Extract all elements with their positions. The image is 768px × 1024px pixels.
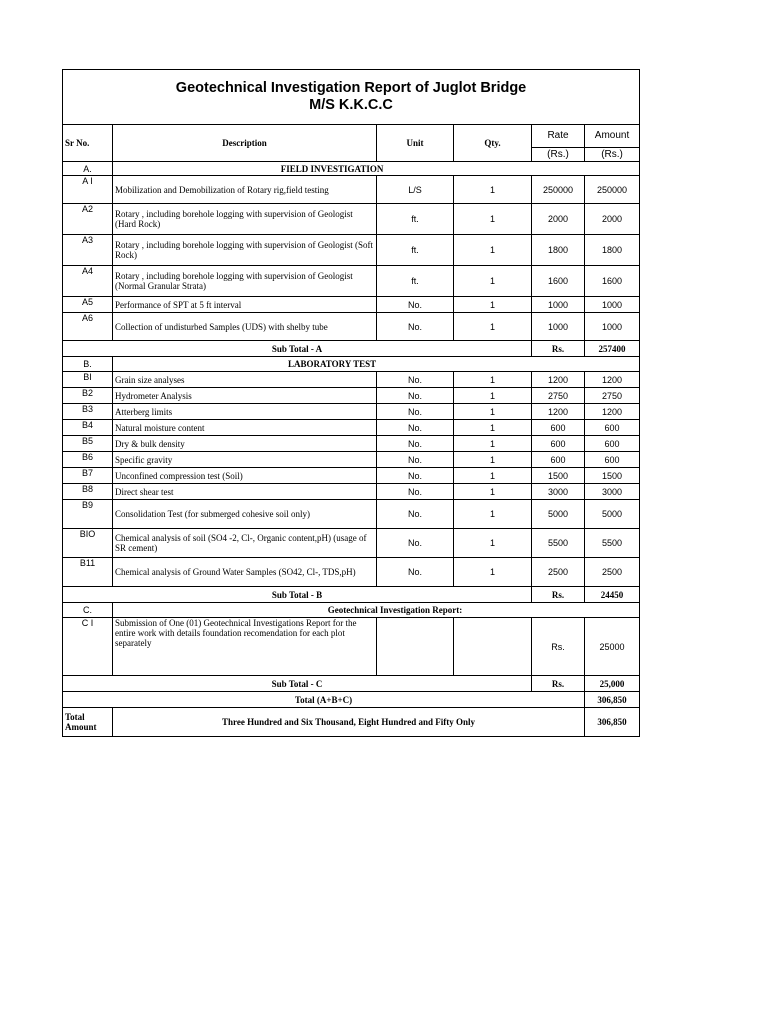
row-amount: 2500 — [585, 558, 640, 587]
row-rate: 2500 — [532, 558, 585, 587]
row-rate: 2750 — [532, 388, 585, 404]
row-sr: BIO — [63, 529, 113, 558]
section-sr: C. — [63, 603, 113, 618]
row-qty: 1 — [454, 297, 532, 313]
section-a-title: FIELD INVESTIGATION — [113, 162, 640, 176]
row-qty: 1 — [454, 529, 532, 558]
table-row — [63, 558, 640, 587]
row-qty: 1 — [454, 266, 532, 297]
subtotal-label: Sub Total - B — [63, 587, 532, 603]
row-unit: No. — [377, 420, 454, 436]
row-unit: No. — [377, 313, 454, 341]
row-rate: 1000 — [532, 313, 585, 341]
row-description: Rotary , including borehole logging with supervision of Geologist (Hard Rock) — [113, 204, 377, 235]
table-row — [63, 452, 640, 468]
header-amount: Amount — [585, 125, 640, 148]
row-sr: BI — [63, 372, 113, 388]
row-sr: A6 — [63, 313, 113, 341]
header-amount-unit: (Rs.) — [585, 148, 640, 162]
section-sr: B. — [63, 357, 113, 372]
row-rate: 1200 — [532, 404, 585, 420]
table-row — [63, 297, 640, 313]
row-amount: 1500 — [585, 468, 640, 484]
table-row — [63, 468, 640, 484]
row-description: Rotary , including borehole logging with supervision of Geologist (Normal Granular Strata) — [113, 266, 377, 297]
row-amount: 600 — [585, 436, 640, 452]
row-unit: ft. — [377, 235, 454, 266]
row-qty: 1 — [454, 452, 532, 468]
row-rate: 600 — [532, 436, 585, 452]
row-description: Atterberg limits — [113, 404, 377, 420]
table-row — [63, 436, 640, 452]
row-qty: 1 — [454, 500, 532, 529]
row-rate: 1000 — [532, 297, 585, 313]
row-sr: B7 — [63, 468, 113, 484]
subtotal-value: 25,000 — [585, 676, 640, 692]
row-unit: No. — [377, 404, 454, 420]
row-amount: 5500 — [585, 529, 640, 558]
table-row — [63, 500, 640, 529]
row-description: Unconfined compression test (Soil) — [113, 468, 377, 484]
row-rate: 1600 — [532, 266, 585, 297]
row-sr: B3 — [63, 404, 113, 420]
row-qty: 1 — [454, 388, 532, 404]
row-sr: A5 — [63, 297, 113, 313]
row-description: Chemical analysis of Ground Water Samples (SO42, Cl-, TDS,pH) — [113, 558, 377, 587]
section-a-sr: A. — [63, 162, 113, 176]
row-rate: 5500 — [532, 529, 585, 558]
row-description: Performance of SPT at 5 ft interval — [113, 297, 377, 313]
row-qty: 1 — [454, 436, 532, 452]
row-description: Grain size analyses — [113, 372, 377, 388]
row-amount: 600 — [585, 452, 640, 468]
row-amount: 1600 — [585, 266, 640, 297]
table-row — [63, 176, 640, 204]
row-rate: 600 — [532, 452, 585, 468]
row-rate: 1800 — [532, 235, 585, 266]
row-qty: 1 — [454, 404, 532, 420]
table-row — [63, 266, 640, 297]
row-unit: ft. — [377, 266, 454, 297]
table-row — [63, 372, 640, 388]
row-rate: 600 — [532, 420, 585, 436]
row-amount: 3000 — [585, 484, 640, 500]
total-amount-label: Total Amount — [63, 708, 113, 737]
row-qty: 1 — [454, 372, 532, 388]
header-rate-unit: (Rs.) — [532, 148, 585, 162]
row-unit: No. — [377, 388, 454, 404]
row-description: Chemical analysis of soil (SO4 -2, Cl-, Organic content,pH) (usage of SR cement) — [113, 529, 377, 558]
subtotal-value: 24450 — [585, 587, 640, 603]
row-unit: No. — [377, 484, 454, 500]
title-line-1: Geotechnical Investigation Report of Juglot Bridge — [175, 80, 527, 96]
boq-table — [62, 69, 640, 737]
row-qty: 1 — [454, 204, 532, 235]
row-unit: No. — [377, 372, 454, 388]
row-description: Dry & bulk density — [113, 436, 377, 452]
row-qty: 1 — [454, 558, 532, 587]
row-qty: 1 — [454, 420, 532, 436]
header-sr: Sr No. — [63, 125, 113, 162]
row-amount: 1200 — [585, 372, 640, 388]
row-unit: No. — [377, 500, 454, 529]
row-qty: 1 — [454, 176, 532, 204]
row-amount: 1200 — [585, 404, 640, 420]
table-row — [63, 529, 640, 558]
row-rate: 250000 — [532, 176, 585, 204]
row-sr: B5 — [63, 436, 113, 452]
row-amount: 1800 — [585, 235, 640, 266]
row-sr: B6 — [63, 452, 113, 468]
section-title: LABORATORY TEST — [113, 357, 640, 372]
row-description: Submission of One (01) Geotechnical Investigations Report for the entire work with details foundation recomendation for each plot separately — [113, 618, 377, 676]
row-description: Rotary , including borehole logging with supervision of Geologist (Soft Rock) — [113, 235, 377, 266]
total-amount-words: Three Hundred and Six Thousand, Eight Hundred and Fifty Only — [113, 708, 585, 737]
row-sr: A4 — [63, 266, 113, 297]
header-rate: Rate — [532, 125, 585, 148]
row-unit: No. — [377, 558, 454, 587]
row-unit — [377, 618, 454, 676]
row-rate: 1200 — [532, 372, 585, 388]
row-sr: B9 — [63, 500, 113, 529]
header-description: Description — [113, 125, 377, 162]
row-description: Mobilization and Demobilization of Rotary rig,field testing — [113, 176, 377, 204]
table-row — [63, 388, 640, 404]
row-unit: No. — [377, 529, 454, 558]
row-amount: 2000 — [585, 204, 640, 235]
row-description: Consolidation Test (for submerged cohesive soil only) — [113, 500, 377, 529]
row-sr: B2 — [63, 388, 113, 404]
grand-total-label: Total (A+B+C) — [63, 692, 585, 708]
row-rate: Rs. — [532, 618, 585, 676]
row-qty — [454, 618, 532, 676]
row-unit: No. — [377, 468, 454, 484]
table-row — [63, 313, 640, 341]
row-sr: B4 — [63, 420, 113, 436]
section-title: Geotechnical Investigation Report: — [113, 603, 640, 618]
row-rate: 5000 — [532, 500, 585, 529]
table-row — [63, 484, 640, 500]
row-description: Natural moisture content — [113, 420, 377, 436]
row-description: Hydrometer Analysis — [113, 388, 377, 404]
row-unit: ft. — [377, 204, 454, 235]
subtotal-rs: Rs. — [532, 676, 585, 692]
row-rate: 3000 — [532, 484, 585, 500]
row-amount: 250000 — [585, 176, 640, 204]
subtotal-rs: Rs. — [532, 341, 585, 357]
row-qty: 1 — [454, 235, 532, 266]
row-qty: 1 — [454, 484, 532, 500]
table-row — [63, 204, 640, 235]
row-sr: C I — [63, 618, 113, 676]
row-amount: 5000 — [585, 500, 640, 529]
row-amount: 600 — [585, 420, 640, 436]
row-unit: No. — [377, 436, 454, 452]
row-qty: 1 — [454, 468, 532, 484]
subtotal-value: 257400 — [585, 341, 640, 357]
table-row — [63, 618, 640, 676]
row-description: Direct shear test — [113, 484, 377, 500]
row-amount: 2750 — [585, 388, 640, 404]
row-unit: No. — [377, 297, 454, 313]
total-amount-value: 306,850 — [585, 708, 640, 737]
grand-total-value: 306,850 — [585, 692, 640, 708]
row-qty: 1 — [454, 313, 532, 341]
header-unit: Unit — [377, 125, 454, 162]
subtotal-label: Sub Total - A — [63, 341, 532, 357]
row-sr: A I — [63, 176, 113, 204]
row-description: Collection of undisturbed Samples (UDS) with shelby tube — [113, 313, 377, 341]
row-unit: L/S — [377, 176, 454, 204]
row-rate: 1500 — [532, 468, 585, 484]
table-row — [63, 235, 640, 266]
header-qty: Qty. — [454, 125, 532, 162]
row-amount: 25000 — [585, 618, 640, 676]
row-amount: 1000 — [585, 313, 640, 341]
row-sr: B11 — [63, 558, 113, 587]
row-rate: 2000 — [532, 204, 585, 235]
row-sr: A3 — [63, 235, 113, 266]
subtotal-rs: Rs. — [532, 587, 585, 603]
row-amount: 1000 — [585, 297, 640, 313]
table-row — [63, 404, 640, 420]
row-unit: No. — [377, 452, 454, 468]
row-sr: B8 — [63, 484, 113, 500]
row-description: Specific gravity — [113, 452, 377, 468]
report-title — [63, 70, 640, 125]
row-sr: A2 — [63, 204, 113, 235]
subtotal-label: Sub Total - C — [63, 676, 532, 692]
title-line-2: M/S K.K.C.C — [309, 97, 393, 113]
table-row — [63, 420, 640, 436]
